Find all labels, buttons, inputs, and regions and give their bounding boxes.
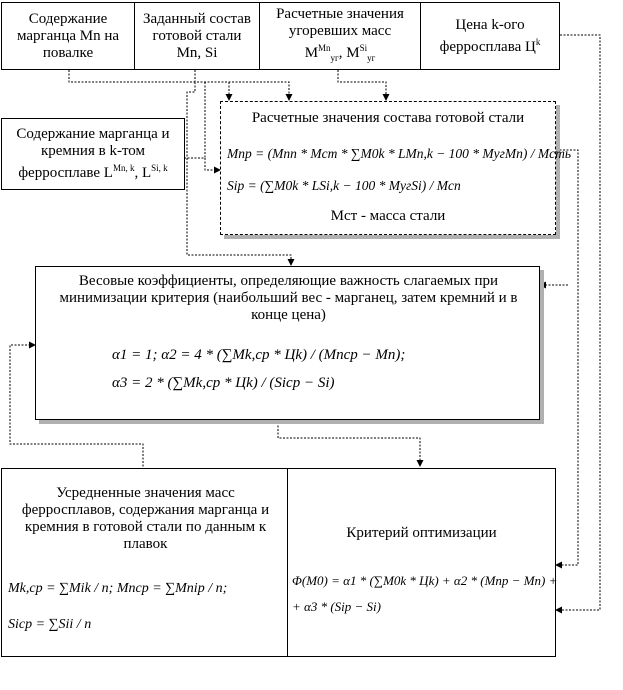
calc-steel-note: Mст - масса стали: [330, 208, 446, 224]
weights-formula-2: α3 = 2 * (∑Mk,cp * Цk) / (Sicp − Si): [112, 375, 335, 391]
averaged-formula-2: Sicp = ∑Sii / n: [8, 617, 92, 632]
criterion-title: Критерий оптимизации: [346, 525, 497, 541]
calc-steel-formula-mn: Mnp = (Mnп * Mст * ∑M0k * LMn,k − 100 * MугMn) / Mсть: [227, 146, 572, 161]
calc-steel-title: Расчетные значения состава готовой стали: [251, 110, 525, 126]
weights-text: Весовые коэффициенты, определяющие важность слагаемых при минимизации критерия (наибольший вес - марганец, затем кремний и в конце цена): [59, 273, 518, 323]
target-steel-elements: Mn, Si: [176, 44, 218, 61]
averaged-text: Усредненные значения масс ферросплавов, содержания марганца и кремния в готовой стали по данным к плавок: [21, 485, 270, 552]
price-label: Цена k-ого ферросплава $Ц^k$: [439, 16, 541, 55]
alloy-content-line2: кремния в k-том: [40, 143, 146, 159]
criterion-box: [287, 468, 556, 657]
calc-burn-box: [259, 2, 421, 70]
weights-formula-1: α1 = 1; α2 = 4 * (∑Mk,cp * Цk) / (Mncp − Mn);: [112, 347, 406, 363]
alloy-content-box: [1, 118, 185, 190]
target-steel-label: Заданный состав готовой стали: [142, 10, 252, 44]
calc-burn-vars: $M^{Mn}_{уг}$, $M^{Si}_{уг}$: [304, 42, 376, 63]
criterion-formula-2: + α3 * (Sip − Si): [292, 599, 382, 614]
calc-burn-label: Расчетные значения угоревших масс: [276, 5, 404, 39]
averaged-formula-1: Mk,cp = ∑Mik / n; Mncp = ∑Mnip / n;: [8, 581, 228, 596]
target-steel-box: [134, 2, 260, 70]
mn-ladle-box: [1, 2, 135, 70]
alloy-content-line3: ферросплаве $L^{Mn, k}$, $L^{Si, k}$: [18, 163, 168, 181]
weights-box: [35, 266, 540, 420]
averaged-box: [1, 468, 288, 657]
price-box: [420, 2, 560, 70]
calc-steel-formula-si: Sip = (∑M0k * LSi,k − 100 * MугSi) / Mсп: [227, 178, 461, 193]
criterion-formula-1: Φ(M0) = α1 * (∑M0k * Цk) + α2 * (Mnp − Mn) +: [292, 573, 558, 588]
calc-steel-box: [220, 101, 572, 235]
alloy-content-line1: Содержание марганца и: [16, 126, 170, 142]
mn-ladle-label: Содержание марганца Mn на повалке: [16, 10, 120, 61]
